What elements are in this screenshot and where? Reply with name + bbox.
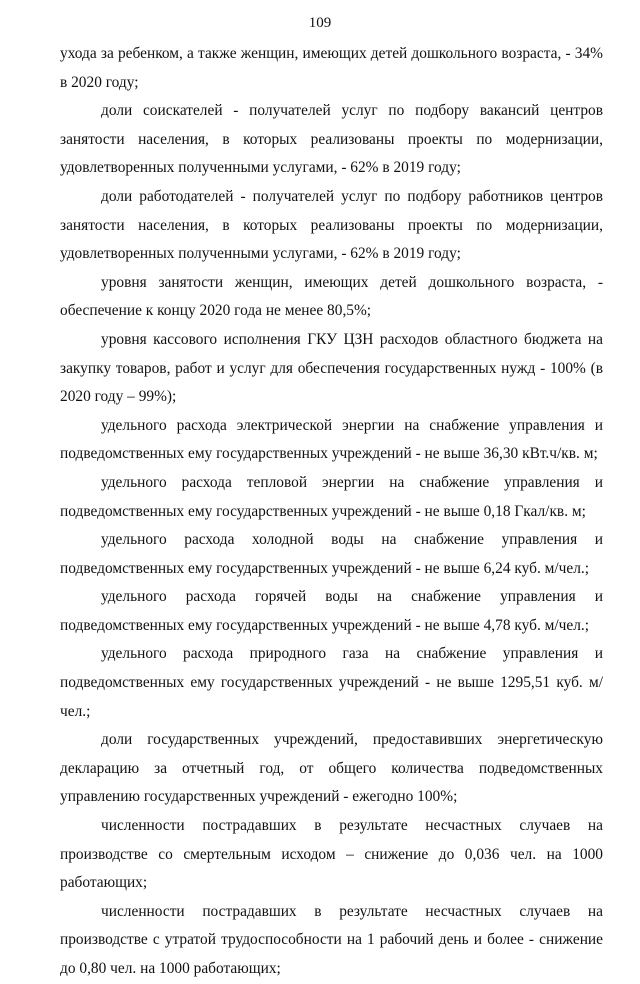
document-body [60, 40, 603, 984]
paragraph-women-employment: уровня занятости женщин, имеющих детей дошкольного возраста, - обеспечение к концу 2020 года не менее 80,5%; [60, 273, 603, 320]
paragraph-electricity: удельного расхода электрической энергии на снабжение управления и подведомственных ему государственных учреждений - не выше 36,30 кВт.ч/кв. м; [60, 416, 603, 463]
paragraph-fatal-accidents: численности пострадавших в результате несчастных случаев на производстве со смертельным исходом – снижение до 0,036 чел. на 1000 работающих; [60, 817, 603, 892]
paragraph-cold-water: удельного расхода холодной воды на снабжение управления и подведомственных ему государственных учреждений - не выше 6,24 куб. м/чел.; [60, 531, 603, 577]
page-number: 109 [308, 15, 332, 31]
paragraph-natural-gas: удельного расхода природного газа на снабжение управления и подведомственных ему государственных учреждений - не выше 1295,51 куб. м/чел.; [60, 645, 603, 720]
paragraph-disability-accidents: численности пострадавших в результате несчастных случаев на производстве с утратой трудоспособности на 1 рабочий день и более - снижение до 0,80 чел. на 1000 работающих; [60, 902, 603, 977]
paragraph-applicants-satisfaction: доли соискателей - получателей услуг по подбору вакансий центров занятости населения, в которых реализованы проекты по модернизации, удовлетворенных полученными услугами, - 62% в 2019 году; [60, 102, 603, 177]
paragraph-heat: удельного расхода тепловой энергии на снабжение управления и подведомственных ему государственных учреждений - не выше 0,18 Гкал/кв. м; [60, 473, 603, 520]
paragraph-employers-satisfaction: доли работодателей - получателей услуг по подбору работников центров занятости населения, в которых реализованы проекты по модернизации, удовлетворенных полученными услугами, - 62% в 2019 году; [60, 187, 603, 263]
paragraph-energy-declaration: доли государственных учреждений, предоставивших энергетическую декларацию за отчетный год, от общего количества подведомственных управлению государственных учреждений - ежегодно 100%; [60, 731, 603, 806]
paragraph-cash-execution: уровня кассового исполнения ГКУ ЦЗН расходов областного бюджета на закупку товаров, работ и услуг для обеспечения государственных нужд - 100% (в 2020 году – 99%); [60, 330, 603, 406]
paragraph-hot-water: удельного расхода горячей воды на снабжение управления и подведомственных ему государственных учреждений - не выше 4,78 куб. м/чел.; [60, 588, 603, 634]
paragraph-continuation: ухода за ребенком, а также женщин, имеющих детей дошкольного возраста, - 34% в 2020 году; [60, 45, 603, 91]
